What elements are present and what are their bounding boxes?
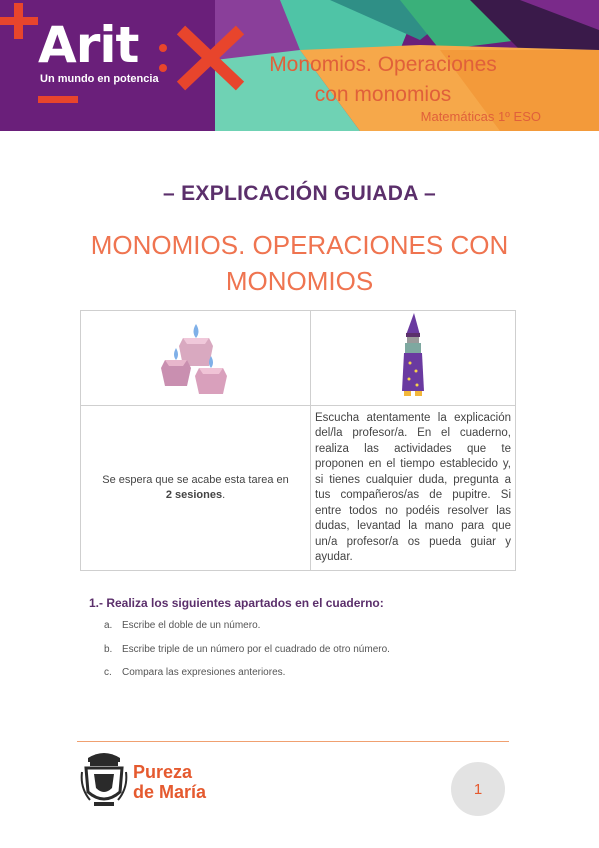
wizard-icon [398,313,428,399]
item-letter: c. [104,667,112,678]
logo-text: Arit [38,16,139,74]
question-title: 1.- Realiza los siguientes apartados en el cuaderno: [89,596,384,610]
item-text: Compara las expresiones anteriores. [122,667,286,678]
list-item [104,620,390,644]
wizard-cell [311,311,516,406]
instructions-cell: Escucha atentamente la explicación del/la profesor/a. En el cuaderno, realiza las actividades que te proponen en el tiempo establecido y, si tienes cualquier duda, pregunta a tus compañeros/as de pupitre. Si entre todos no podéis resolver las dudas, levantad la mano para que un/a profesor/a os pueda guiar y ayudar. [311,406,516,571]
list-item [104,667,390,691]
school-name-line2: de María [133,782,207,802]
candles-cell [81,311,311,406]
logo-tagline: Un mundo en potencia [40,73,159,85]
banner-subtitle: Matemáticas 1º ESO [420,109,541,124]
duration-text: Se espera que se acabe esta tarea en [102,474,289,486]
footer-divider [77,741,509,742]
duration-cell [81,406,311,571]
duration-end: . [222,489,226,501]
item-letter: b. [104,643,113,655]
item-text: Escribe triple de un número por el cuadrado de otro número. [122,643,390,655]
main-title: MONOMIOS. OPERACIONES CON MONOMIOS [90,230,509,296]
list-item [104,644,390,668]
school-name-line1: Pureza [133,762,193,782]
school-name [133,762,206,802]
school-crest-icon [80,748,128,810]
info-table [80,310,516,571]
candles-icon [161,316,231,396]
header-banner [0,0,599,131]
section-header: – EXPLICACIÓN GUIADA – [162,182,437,205]
item-text: Escribe el doble de un número. [122,620,261,631]
duration-bold: 2 sesiones [165,489,223,501]
question-list [104,620,390,691]
page-number: 1 [451,762,505,816]
banner-title: Monomios. Operaciones con monomios [269,53,497,106]
item-letter: a. [104,620,113,631]
